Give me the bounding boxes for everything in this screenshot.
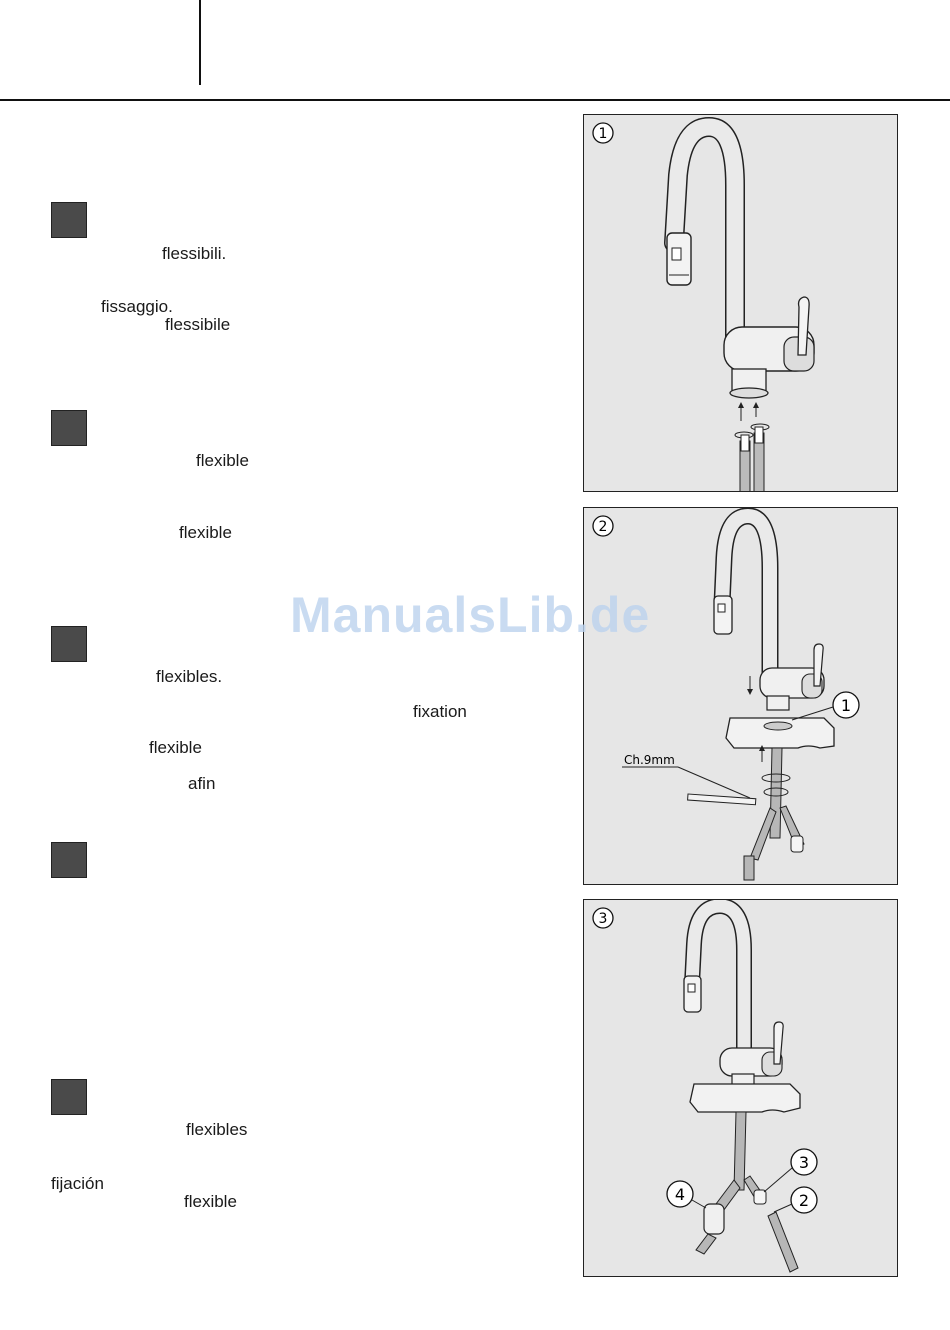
header-vertical-rule — [199, 0, 201, 85]
callout-number: 3 — [798, 1153, 810, 1172]
text-fragment: flexible — [149, 738, 202, 757]
figure-number: 2 — [598, 519, 608, 535]
text-fragment: fixation — [413, 702, 467, 721]
section-marker-spanish — [51, 1079, 87, 1115]
text-fragment: fissaggio. — [101, 297, 173, 316]
faucet-illustration-1 — [584, 115, 898, 492]
faucet-illustration-2 — [584, 508, 898, 885]
text-fragment: flexible — [179, 523, 232, 542]
text-fragment: flexible — [184, 1192, 237, 1211]
figure-1-panel — [583, 114, 898, 492]
figure-number: 3 — [598, 911, 608, 927]
section-marker-english — [51, 410, 87, 446]
figure-2-panel — [583, 507, 898, 885]
faucet-illustration-3 — [584, 900, 898, 1277]
text-fragment: flessibile — [165, 315, 231, 334]
text-fragment: flexible — [196, 451, 249, 470]
section-marker-italian — [51, 202, 87, 238]
section-marker-german — [51, 842, 87, 878]
callout-number: 1 — [840, 696, 852, 715]
text-fragment: flexibles — [186, 1120, 248, 1139]
header-horizontal-rule — [0, 99, 950, 101]
section-marker-french — [51, 626, 87, 662]
text-fragment: flessibili. — [162, 244, 227, 263]
figure-number: 1 — [598, 126, 608, 142]
tool-size-label: Ch.9mm — [624, 753, 675, 767]
text-fragment: afin — [188, 774, 216, 793]
figure-3-panel — [583, 899, 898, 1277]
watermark: ManualsLib.de — [290, 587, 651, 643]
text-fragment: fijación — [51, 1174, 104, 1193]
text-fragment: flexibles. — [156, 667, 223, 686]
callout-number: 4 — [674, 1185, 686, 1204]
callout-number: 2 — [798, 1191, 810, 1210]
